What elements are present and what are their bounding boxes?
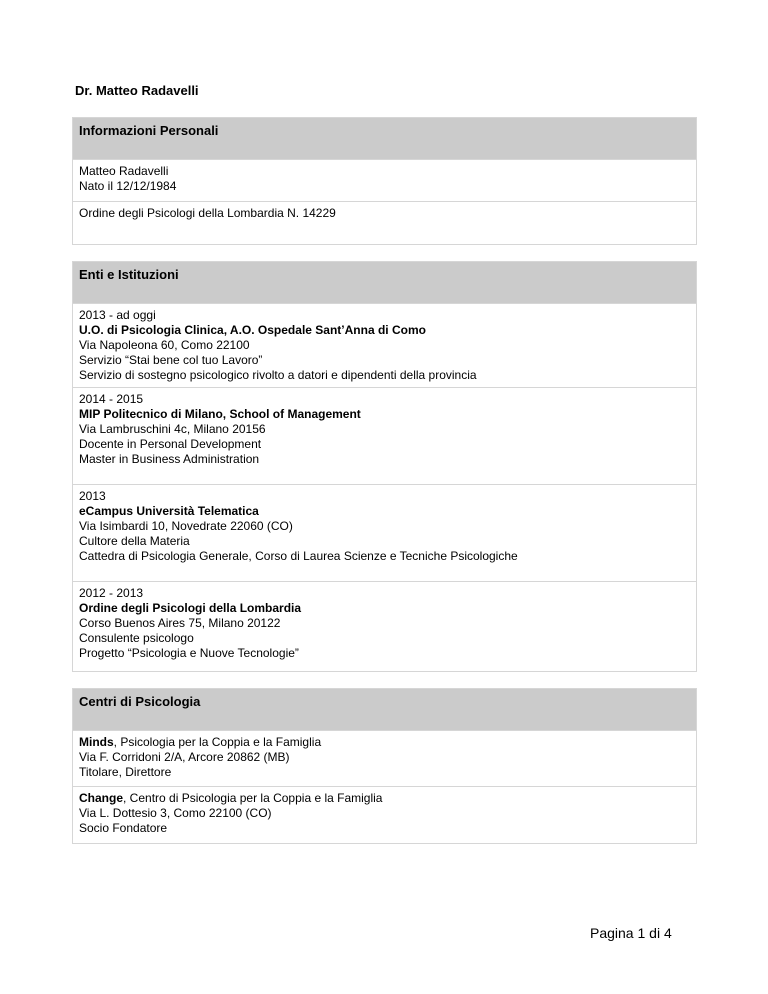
entry-period: 2014 - 2015: [79, 392, 144, 406]
institution-entry: [73, 582, 696, 671]
entry-period: 2013 - ad oggi: [79, 308, 156, 322]
entry-name: Ordine degli Psicologi della Lombardia: [79, 601, 302, 615]
entry-name: U.O. di Psicologia Clinica, A.O. Ospedale Sant’Anna di Como: [79, 323, 426, 337]
entry-role: Cultore della Materia: [79, 534, 190, 548]
birth-date: Nato il 12/12/1984: [79, 179, 177, 193]
entry-role: Docente in Personal Development: [79, 437, 262, 451]
entry-address: Corso Buenos Aires 75, Milano 20122: [79, 616, 281, 630]
center-description: , Centro di Psicologia per la Coppia e la Famiglia: [123, 791, 383, 805]
entry-name: MIP Politecnico di Milano, School of Management: [79, 407, 361, 421]
entry-role: Consulente psicologo: [79, 631, 194, 645]
personal-info-cell: [73, 160, 696, 202]
entry-address: Via Isimbardi 10, Novedrate 22060 (CO): [79, 519, 293, 533]
section-header: Informazioni Personali: [73, 118, 696, 160]
center-name: Minds: [79, 735, 114, 749]
section-header: Enti e Istituzioni: [73, 262, 696, 304]
section-psychology-centers: [72, 688, 697, 844]
entry-detail: Servizio di sostegno psicologico rivolto a datori e dipendenti della provincia: [79, 368, 477, 382]
institution-entry: [73, 485, 696, 582]
entry-detail: Master in Business Administration: [79, 452, 260, 466]
page-title: Dr. Matteo Radavelli: [75, 83, 199, 98]
section-header: Centri di Psicologia: [73, 689, 696, 731]
entry-period: 2012 - 2013: [79, 586, 144, 600]
entry-detail: Progetto “Psicologia e Nuove Tecnologie”: [79, 646, 299, 660]
entry-name: eCampus Università Telematica: [79, 504, 259, 518]
page-number: Pagina 1 di 4: [590, 925, 672, 941]
entry-detail: Cattedra di Psicologia Generale, Corso di Laurea Scienze e Tecniche Psicologiche: [79, 549, 518, 563]
center-description: , Psicologia per la Coppia e la Famiglia: [113, 735, 322, 749]
center-title: [79, 791, 690, 806]
entry-address: Via Lambruschini 4c, Milano 20156: [79, 422, 266, 436]
center-entry: [73, 731, 696, 787]
institution-entry: [73, 304, 696, 388]
entry-period: 2013: [79, 489, 106, 503]
center-address: Via F. Corridoni 2/A, Arcore 20862 (MB): [79, 750, 290, 764]
center-address: Via L. Dottesio 3, Como 22100 (CO): [79, 806, 272, 820]
center-title: [79, 735, 690, 750]
center-entry: [73, 787, 696, 843]
registration-number: Ordine degli Psicologi della Lombardia N. 14229: [79, 206, 336, 220]
entry-role: Servizio “Stai bene col tuo Lavoro”: [79, 353, 263, 367]
center-role: Socio Fondatore: [79, 821, 168, 835]
registration-cell: [73, 202, 696, 244]
section-institutions: [72, 261, 697, 672]
entry-address: Via Napoleona 60, Como 22100: [79, 338, 250, 352]
center-name: Change: [79, 791, 124, 805]
center-role: Titolare, Direttore: [79, 765, 172, 779]
institution-entry: [73, 388, 696, 485]
section-personal-info: [72, 117, 697, 245]
person-name: Matteo Radavelli: [79, 164, 169, 178]
